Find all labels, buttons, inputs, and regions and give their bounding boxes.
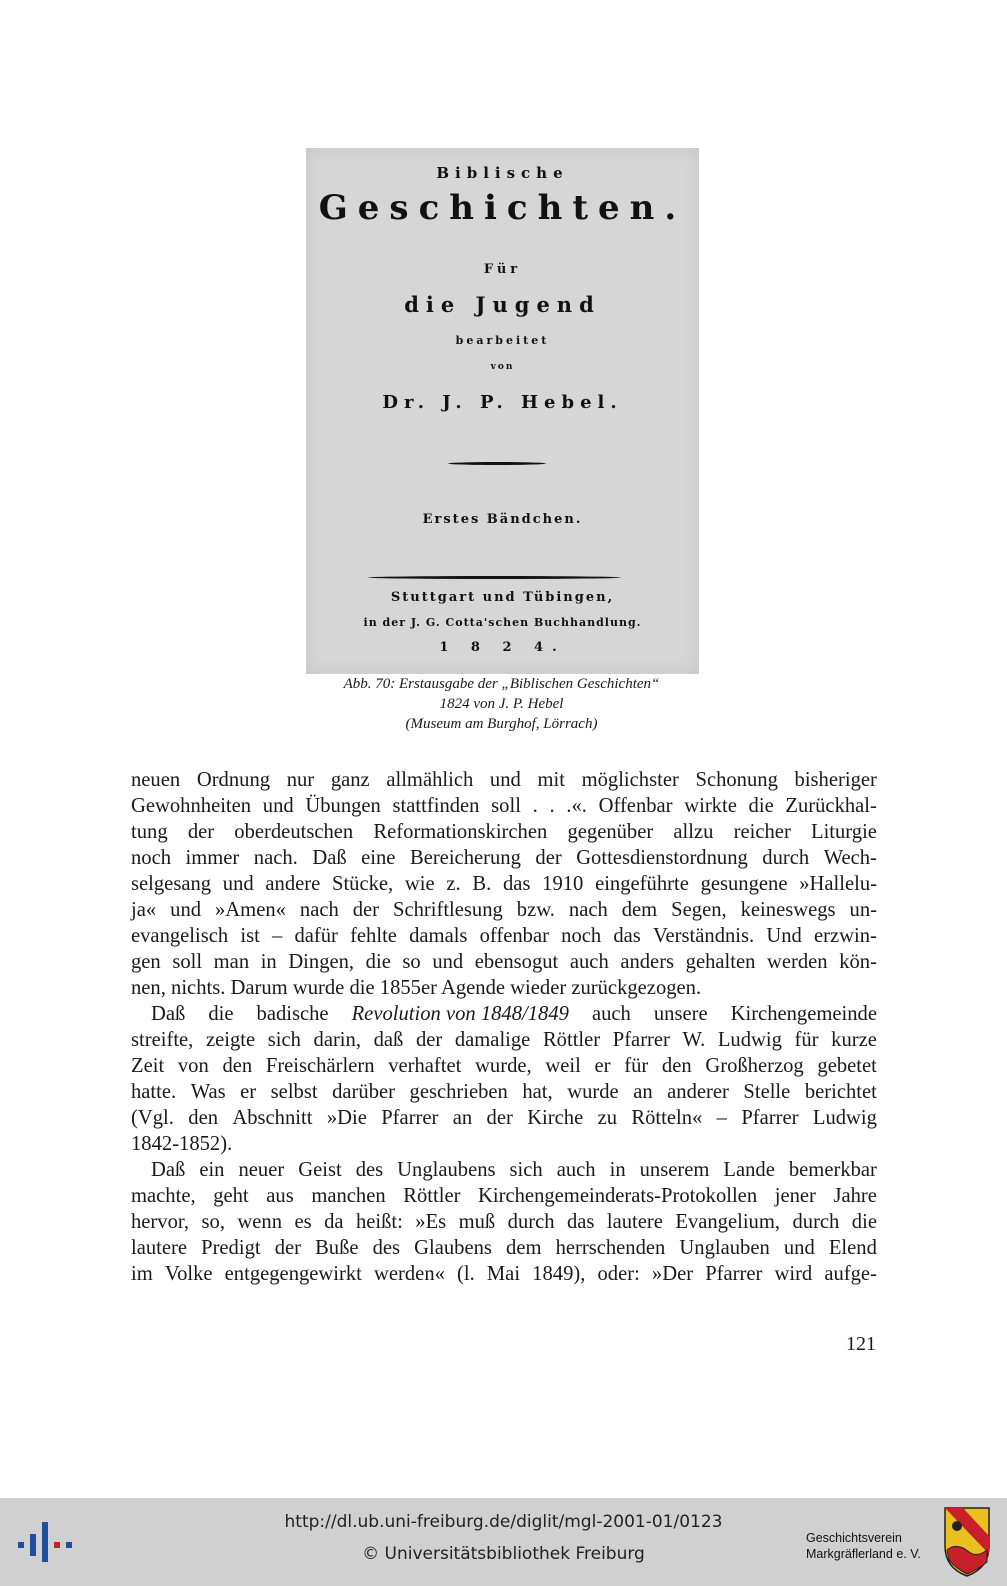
text-word: Unglauben <box>679 1237 770 1259</box>
text-line <box>131 1079 877 1105</box>
ornament-rule <box>368 576 621 579</box>
text-word: selbst <box>270 1081 318 1103</box>
text-word: er <box>240 1081 257 1103</box>
text-word: z. <box>446 873 461 895</box>
text-word: an <box>452 1107 473 1129</box>
text-word: ebensogut <box>474 951 559 973</box>
text-word: – <box>716 1107 727 1129</box>
text-word: des <box>355 1159 384 1181</box>
text-word: zeigte <box>205 1029 256 1051</box>
text-word: aus <box>266 1185 294 1207</box>
text-line <box>131 1209 877 1235</box>
text-word: auch <box>591 1003 631 1025</box>
text-word: ist <box>240 925 260 947</box>
text-line <box>131 1157 877 1183</box>
text-word: wird <box>774 1263 813 1285</box>
text-word: Kirchengemeinde <box>730 1003 877 1025</box>
title-line: Biblische <box>436 164 569 182</box>
text-word: man <box>213 951 250 973</box>
text-word: verhaftet <box>388 1055 462 1077</box>
caption-line: 1824 von J. P. Hebel <box>439 696 564 712</box>
body-text <box>131 767 877 1287</box>
text-word: bemerkbar <box>788 1159 877 1181</box>
text-word: von <box>177 1055 209 1077</box>
text-word: den <box>188 1107 218 1129</box>
text-word: Wech- <box>823 847 877 869</box>
text-word: (Vgl. <box>131 1107 174 1129</box>
text-word: ein <box>199 1159 225 1181</box>
text-word: so <box>402 951 421 973</box>
text-word: Röttler <box>542 1029 601 1051</box>
text-word: die <box>851 1211 877 1233</box>
text-word: darin, <box>313 1029 361 1051</box>
document-url[interactable]: http://dl.ub.uni-freiburg.de/diglit/mgl-2001-01/0123 <box>284 1512 723 1532</box>
text-line <box>131 897 877 923</box>
text-word: immer <box>185 847 240 869</box>
text-word: Zurückhal- <box>785 795 877 817</box>
text-word: und <box>170 899 202 921</box>
title-line: in der J. G. Cotta'schen Buchhandlung. <box>363 616 642 629</box>
text-word: gehalten <box>685 951 756 973</box>
text-word: der <box>535 847 562 869</box>
text-word: nach <box>299 899 339 921</box>
text-word: offenbar <box>479 925 549 947</box>
text-word: Kirchengemeinderats-Protokollen <box>478 1185 758 1207</box>
text-word: noch <box>131 847 172 869</box>
text-word: muß <box>458 1211 496 1233</box>
text-word: allmählich <box>386 769 474 791</box>
text-word: Offenbar <box>598 795 673 817</box>
text-word: .«. <box>566 795 587 817</box>
text-word: neuer <box>238 1159 285 1181</box>
text-word: 1849), <box>532 1263 586 1285</box>
text-word: nach. <box>253 847 298 869</box>
text-word: durch <box>762 847 810 869</box>
title-line: Erstes Bändchen. <box>422 512 583 527</box>
text-word: streifte, <box>131 1029 194 1051</box>
text-word: der <box>274 1237 301 1259</box>
text-word: lautere <box>606 1211 663 1233</box>
text-word: Glaubens <box>414 1237 492 1259</box>
text-word: Gottesdienstordnung <box>576 847 748 869</box>
text-word: eine <box>361 847 396 869</box>
text-word: Gewohnheiten <box>131 795 252 817</box>
text-word: anderer <box>667 1081 729 1103</box>
text-word: gen <box>131 951 161 973</box>
text-word: den <box>661 1055 692 1077</box>
text-word: die <box>748 795 774 817</box>
text-word: »Hallelu- <box>799 873 877 895</box>
text-word: Evangelium, <box>675 1211 781 1233</box>
text-word: gebetet <box>817 1055 877 1077</box>
text-word: Röttler <box>403 1185 461 1207</box>
text-line: nen, nichts. Darum wurde die 1855er Agende wieder zurückgezogen. <box>131 977 702 999</box>
text-word: und <box>432 951 464 973</box>
text-word: selgesang <box>131 873 212 895</box>
ornament-rule <box>448 462 546 465</box>
text-word: lautere <box>131 1237 188 1259</box>
society-name <box>806 1530 921 1562</box>
text-word: reicher <box>733 821 791 843</box>
text-word: Pfarrer <box>381 1107 439 1129</box>
text-line <box>131 923 877 949</box>
text-line <box>131 1105 877 1131</box>
text-word: anders <box>620 951 675 973</box>
text-word: evangelisch <box>131 925 229 947</box>
text-word: machte, <box>131 1185 196 1207</box>
text-word: »Die <box>326 1107 367 1129</box>
text-word: fehlte <box>350 925 397 947</box>
text-word: in <box>609 1159 626 1181</box>
text-word: das <box>502 873 531 895</box>
text-word: Elend <box>828 1237 877 1259</box>
text-line <box>131 793 877 819</box>
text-word: Mai <box>486 1263 521 1285</box>
text-word: sich <box>509 1159 543 1181</box>
text-word: für <box>794 1029 819 1051</box>
text-word: auch <box>569 951 609 973</box>
text-word: er <box>594 1055 611 1077</box>
text-word: werden« <box>374 1263 445 1285</box>
text-line <box>131 1027 877 1053</box>
text-word: Liturgie <box>810 821 877 843</box>
text-word: damalige <box>454 1029 531 1051</box>
text-word: an <box>633 1081 653 1103</box>
text-word: oberdeutschen <box>234 821 354 843</box>
text-word: entgegengewirkt <box>224 1263 362 1285</box>
text-word: auch <box>556 1159 596 1181</box>
text-word: werden <box>767 951 828 973</box>
text-word: die <box>365 951 391 973</box>
text-word: Stelle <box>743 1081 791 1103</box>
title-line: Dr. J. P. Hebel. <box>382 392 623 413</box>
text-word: und <box>489 769 521 791</box>
text-word: un- <box>849 899 877 921</box>
text-word: sich <box>267 1029 301 1051</box>
text-word: daß <box>373 1029 404 1051</box>
text-word: soll <box>491 795 521 817</box>
text-word: und <box>783 1237 815 1259</box>
text-word: Unglaubens <box>397 1159 496 1181</box>
text-line <box>131 767 877 793</box>
text-line <box>131 819 877 845</box>
text-word: den <box>222 1055 253 1077</box>
text-word: Kirche <box>527 1107 584 1129</box>
text-word: durch <box>507 1211 555 1233</box>
title-line: 1 8 2 4. <box>439 640 566 655</box>
text-word: damals <box>409 925 468 947</box>
text-word: für <box>624 1055 649 1077</box>
text-word: berichtet <box>804 1081 877 1103</box>
text-word: wurde <box>567 1081 619 1103</box>
society-line: Geschichtsverein <box>806 1531 902 1545</box>
text-word: stattfinden <box>392 795 480 817</box>
text-word: unserem <box>639 1159 710 1181</box>
text-word: Rötteln« <box>631 1107 703 1129</box>
text-word: Bereicherung <box>409 847 521 869</box>
text-word: ja« <box>131 899 157 921</box>
text-word: so, <box>201 1211 225 1233</box>
text-word: geschrieben <box>409 1081 508 1103</box>
coat-of-arms-icon <box>943 1506 991 1578</box>
footer-bar <box>0 1498 1007 1586</box>
text-word: Stücke, <box>331 873 394 895</box>
text-line <box>131 1235 877 1261</box>
title-line: Für <box>483 262 522 277</box>
text-word: Lande <box>723 1159 775 1181</box>
text-word: Ludwig <box>717 1029 782 1051</box>
text-word: und <box>222 873 254 895</box>
text-word: »Es <box>415 1211 447 1233</box>
text-word: es <box>294 1211 312 1233</box>
text-word: kurze <box>831 1029 877 1051</box>
title-line: die Jugend <box>404 292 601 317</box>
text-word: bisheriger <box>794 769 877 791</box>
text-word: der <box>415 1029 443 1051</box>
text-word: aufge- <box>824 1263 877 1285</box>
text-line: 1842-1852). <box>131 1133 233 1155</box>
text-word: die <box>208 1003 234 1025</box>
text-word: der <box>187 821 215 843</box>
text-word: weil <box>545 1055 581 1077</box>
text-word: Pfarrer <box>612 1029 670 1051</box>
text-word: nur <box>286 769 315 791</box>
text-word: wenn <box>237 1211 283 1233</box>
title-line: Geschichten. <box>318 188 687 228</box>
text-word: Schriftlesung <box>393 899 503 921</box>
emphasis: Revolution von 1848/1849 <box>351 1003 569 1025</box>
text-word: gesungene <box>700 873 788 895</box>
text-word: andere <box>265 873 321 895</box>
text-word: da <box>324 1211 344 1233</box>
text-word: dem <box>506 1237 542 1259</box>
copyright-notice: © Universitätsbibliothek Freiburg <box>362 1544 645 1564</box>
text-word: mit <box>537 769 565 791</box>
text-word: jener <box>774 1185 816 1207</box>
text-word: unsere <box>653 1003 708 1025</box>
society-line: Markgräflerland e. V. <box>806 1547 921 1561</box>
text-word: dem <box>621 899 658 921</box>
text-line <box>131 1053 877 1079</box>
text-word: geht <box>213 1185 249 1207</box>
text-word: ganz <box>330 769 370 791</box>
text-word: und <box>262 795 294 817</box>
text-line <box>131 1261 877 1287</box>
text-word: wurde, <box>475 1055 532 1077</box>
text-word: durch <box>792 1211 840 1233</box>
caption-line: (Museum am Burghof, Lörrach) <box>405 716 598 732</box>
text-word: allzu <box>673 821 714 843</box>
text-word: darüber <box>332 1081 395 1103</box>
text-word: Predigt <box>201 1237 261 1259</box>
text-word: hatte. <box>131 1081 177 1103</box>
text-word: Pfarrer <box>705 1263 763 1285</box>
text-word: Übungen <box>305 795 381 817</box>
text-line <box>131 845 877 871</box>
text-line <box>131 871 877 897</box>
text-word: Reformationskirchen <box>373 821 548 843</box>
text-word: badische <box>256 1003 329 1025</box>
text-word: Daß <box>151 1003 186 1025</box>
text-word: möglichster <box>581 769 679 791</box>
figure-caption <box>250 674 753 734</box>
text-word: neuen <box>131 769 181 791</box>
text-word: hat, <box>522 1081 553 1103</box>
text-word: noch <box>561 925 602 947</box>
text-word: des <box>372 1237 401 1259</box>
text-word: Geist <box>298 1159 342 1181</box>
text-word: B. <box>472 873 492 895</box>
text-word: (l. <box>457 1263 475 1285</box>
text-word: Segen, <box>671 899 727 921</box>
text-word: Volke <box>164 1263 213 1285</box>
text-word: kön- <box>839 951 877 973</box>
text-word: Zeit <box>131 1055 165 1077</box>
text-word: soll <box>172 951 203 973</box>
text-word: keineswegs <box>740 899 836 921</box>
text-word: »Amen« <box>215 899 286 921</box>
text-word: eingeführte <box>595 873 689 895</box>
text-word: Verständnis. <box>652 925 755 947</box>
text-word: nach <box>568 899 608 921</box>
text-line <box>131 1183 877 1209</box>
text-word: Buße <box>315 1237 359 1259</box>
text-word: Ordnung <box>196 769 271 791</box>
text-word: hervor, <box>131 1211 190 1233</box>
text-word: wirkte <box>684 795 737 817</box>
text-word: Daß <box>312 847 347 869</box>
text-word: erzwin- <box>813 925 877 947</box>
text-word: oder: <box>597 1263 640 1285</box>
text-word: dafür <box>294 925 338 947</box>
page-number: 121 <box>846 1333 876 1355</box>
text-word: das <box>613 925 641 947</box>
text-word: Und <box>766 925 802 947</box>
text-word: Ludwig <box>812 1107 877 1129</box>
text-word: gegenüber <box>567 821 654 843</box>
text-word: Was <box>190 1081 226 1103</box>
title-page-image <box>306 148 699 674</box>
title-line: Stuttgart und Tübingen, <box>390 590 615 605</box>
text-word: zu <box>597 1107 618 1129</box>
title-line: von <box>490 362 515 372</box>
text-word: Dingen, <box>288 951 355 973</box>
text-word: Großherzog <box>705 1055 804 1077</box>
text-word: – <box>272 925 283 947</box>
text-word: herrschenden <box>555 1237 666 1259</box>
text-line-revolution <box>131 1001 877 1027</box>
caption-line: Abb. 70: Erstausgabe der „Biblischen Geschichten“ <box>343 676 660 692</box>
text-word: Pfarrer <box>741 1107 799 1129</box>
text-word: heißt: <box>355 1211 403 1233</box>
text-word: der <box>352 899 380 921</box>
text-word: »Der <box>651 1263 694 1285</box>
text-word: Schonung <box>695 769 778 791</box>
text-word: manchen <box>311 1185 386 1207</box>
text-word: im <box>131 1263 153 1285</box>
text-word: Freischärlern <box>265 1055 375 1077</box>
text-word: wie <box>404 873 435 895</box>
text-word: tung <box>131 821 168 843</box>
text-word: das <box>567 1211 595 1233</box>
text-word: Daß <box>151 1159 186 1181</box>
text-word: . <box>532 795 538 817</box>
text-word: in <box>260 951 277 973</box>
text-line <box>131 949 877 975</box>
text-word: der <box>486 1107 513 1129</box>
text-word: W. <box>682 1029 706 1051</box>
text-word: Abschnitt <box>232 1107 313 1129</box>
text-word: Jahre <box>833 1185 877 1207</box>
text-word: 1910 <box>542 873 584 895</box>
text-word: bzw. <box>516 899 555 921</box>
title-line: bearbeitet <box>455 334 550 347</box>
text-word: . <box>549 795 555 817</box>
